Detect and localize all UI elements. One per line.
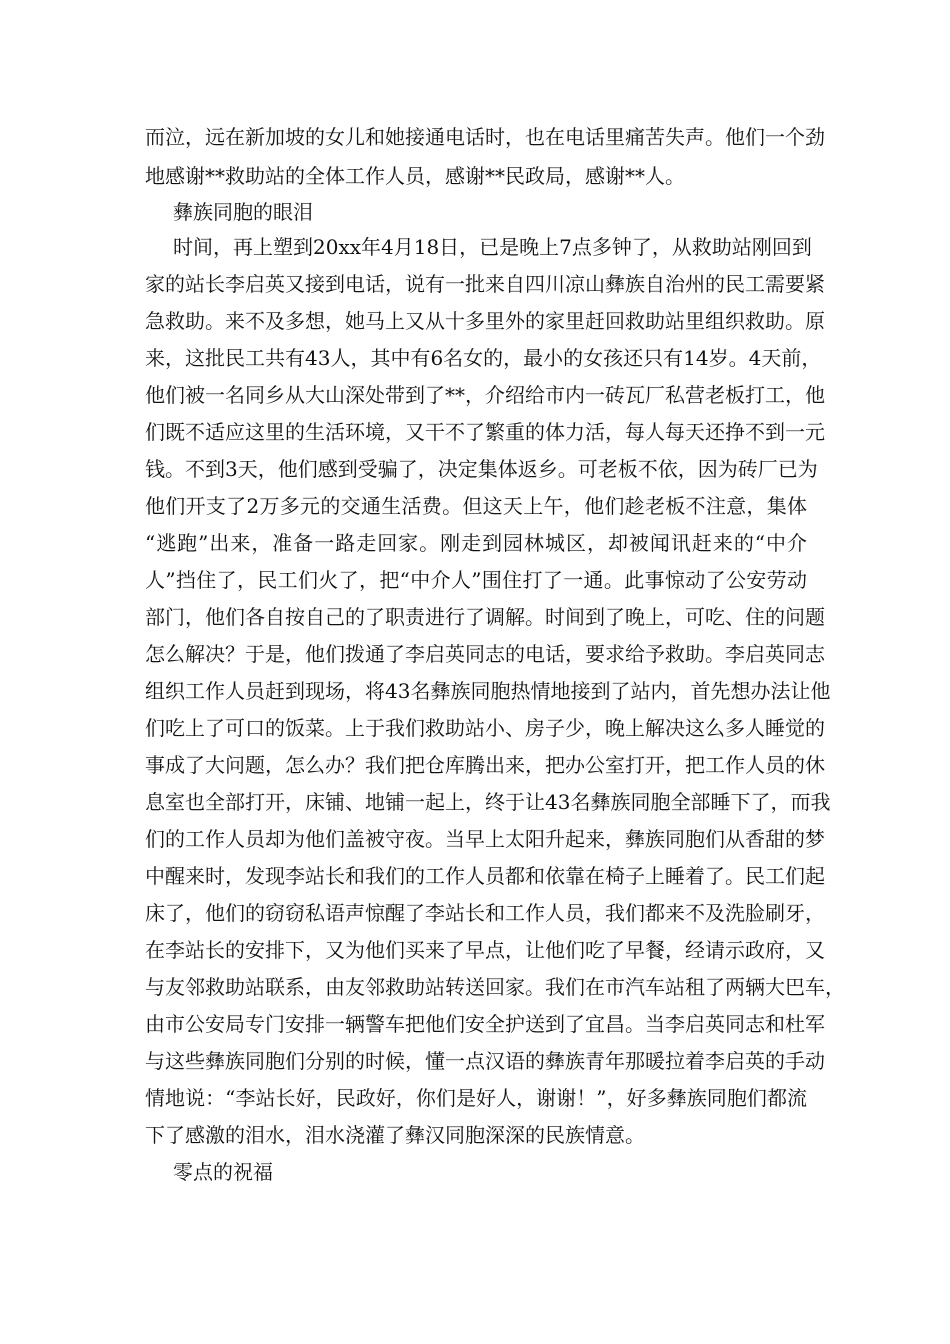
paragraph-line: 们既不适应这里的生活环境，又干不了繁重的体力活，每人每天还挣不到一元 <box>145 420 825 444</box>
paragraph-line: 情地说：“李站长好，民政好，你们是好人，谢谢！”，好多彝族同胞们都流 <box>145 1086 807 1110</box>
paragraph-line: 急救助。来不及多想，她马上又从十多里外的家里赶回救助站里组织救助。原 <box>145 309 825 333</box>
paragraph-line: “逃跑”出来，准备一路走回家。刚走到园林城区，却被闻讯赶来的“中介 <box>145 531 807 555</box>
paragraph-line: 家的站长李启英又接到电话，说有一批来自四川凉山彝族自治州的民工需要紧 <box>145 272 825 296</box>
paragraph-line: 人”挡住了，民工们火了，把“中介人”围住打了一通。此事惊动了公安劳动 <box>145 568 807 592</box>
paragraph-line: 在李站长的安排下，又为他们买来了早点，让他们吃了早餐，经请示政府，又 <box>145 938 825 962</box>
section-heading: 彝族同胞的眼泪 <box>173 200 313 224</box>
paragraph-line: 事成了大问题，怎么办？我们把仓库腾出来，把办公室打开，把工作人员的休 <box>145 753 825 777</box>
paragraph-line: 床了，他们的窃窃私语声惊醒了李站长和工作人员，我们都来不及洗脸刷牙， <box>145 901 825 925</box>
paragraph-line: 怎么解决？于是，他们拨通了李启英同志的电话，要求给予救助。李启英同志 <box>145 642 825 666</box>
paragraph-line: 钱。不到3天，他们感到受骗了，决定集体返乡。可老板不依，因为砖厂已为 <box>145 457 818 481</box>
paragraph-line: 组织工作人员赶到现场，将43名彝族同胞热情地接到了站内，首先想办法让他 <box>145 679 831 703</box>
paragraph-line: 中醒来时，发现李站长和我们的工作人员都和依靠在椅子上睡着了。民工们起 <box>145 864 825 888</box>
paragraph-line: 们的工作人员却为他们盖被守夜。当早上太阳升起来，彝族同胞们从香甜的梦 <box>145 827 825 851</box>
paragraph-line: 他们被一名同乡从大山深处带到了**，介绍给市内一砖瓦厂私营老板打工，他 <box>145 383 825 407</box>
paragraph-line: 地感谢**救助站的全体工作人员，感谢**民政局，感谢**人。 <box>145 164 685 188</box>
paragraph-line: 部门，他们各自按自己的了职责进行了调解。时间到了晚上，可吃、住的问题 <box>145 605 825 629</box>
paragraph-line: 他们开支了2万多元的交通生活费。但这天上午，他们趁老板不注意，集体 <box>145 494 807 518</box>
paragraph-line: 而泣，远在新加坡的女儿和她接通电话时，也在电话里痛苦失声。他们一个劲 <box>145 125 825 149</box>
paragraph-line: 由市公安局专门安排一辆警车把他们安全护送到了宜昌。当李启英同志和杜军 <box>145 1012 825 1036</box>
paragraph-line: 来，这批民工共有43人，其中有6名女的，最小的女孩还只有14岁。4天前， <box>145 346 822 370</box>
paragraph-line: 与这些彝族同胞们分别的时候，懂一点汉语的彝族青年那暖拉着李启英的手动 <box>145 1049 825 1073</box>
paragraph-line: 息室也全部打开，床铺、地铺一起上，终于让43名彝族同胞全部睡下了，而我 <box>145 790 831 814</box>
paragraph-line: 下了感激的泪水，泪水浇灌了彝汉同胞深深的民族情意。 <box>145 1123 645 1147</box>
paragraph-line: 与友邻救助站联系，由友邻救助站转送回家。我们在市汽车站租了两辆大巴车， <box>145 975 845 999</box>
paragraph-line: 时间，再上塑到20xx年4月18日，已是晚上7点多钟了，从救助站刚回到 <box>173 235 812 259</box>
section-heading: 零点的祝福 <box>173 1160 273 1184</box>
paragraph-line: 们吃上了可口的饭菜。上于我们救助站小、房子少，晚上解决这么多人睡觉的 <box>145 716 825 740</box>
